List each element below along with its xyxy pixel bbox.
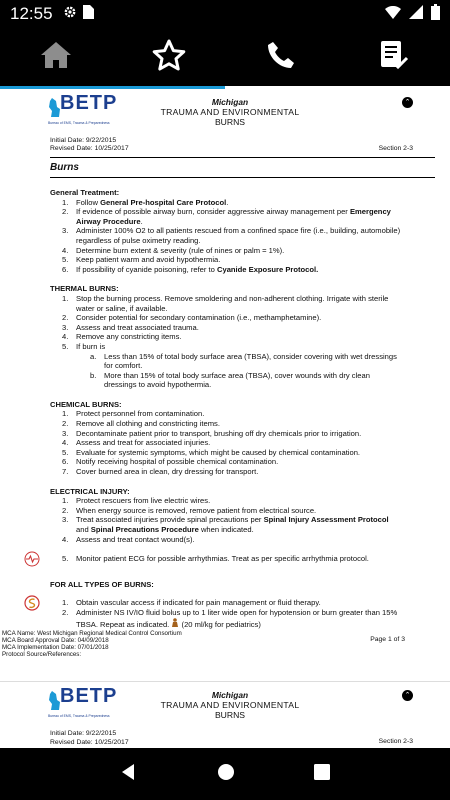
list-item: 1. Protect personnel from contamination.	[62, 409, 205, 419]
chemical-heading: CHEMICAL BURNS:	[50, 399, 122, 409]
header-title: BURNS	[214, 710, 246, 721]
list-item: 4. Determine burn extent & severity (rule of nines or palm = 1%).	[62, 245, 285, 255]
list-item: 2. If evidence of possible airway burn, consider aggressive airway management per Emergency Airway Procedure.	[62, 207, 391, 226]
chemical-list	[40, 409, 445, 476]
protocol-dates	[40, 137, 445, 157]
thermal-heading: THERMAL BURNS:	[50, 284, 119, 294]
star-icon	[152, 39, 186, 76]
home-icon	[40, 40, 72, 75]
top-nav	[0, 28, 450, 86]
pharmacy-icon[interactable]	[24, 595, 40, 611]
checklist-icon	[379, 39, 409, 76]
electrical-list	[40, 496, 445, 564]
tab-checklist[interactable]	[338, 28, 450, 86]
battery-icon	[431, 4, 440, 25]
electrical-heading: ELECTRICAL INJURY:	[50, 486, 130, 496]
initial-date: Initial Date: 9/22/2015	[50, 730, 117, 738]
back-icon[interactable]	[120, 763, 138, 786]
list-item: 1. Obtain vascular access if indicated for pain management or fluid therapy.	[62, 598, 402, 608]
list-item: 5. Evaluate for systemic symptoms, which might be caused by chemical contamination.	[62, 447, 361, 457]
list-item: 4. Assess and treat contact wound(s).	[62, 534, 195, 544]
list-item: 7. Cover burned area in clean, dry dressing for transport.	[62, 467, 259, 477]
footer-approval-date: MCA Board Approval Date: 04/09/2018	[2, 636, 109, 644]
header-category: TRAUMA AND ENVIRONMENTAL	[160, 107, 300, 117]
footer-implementation-date: MCA Implementation Date: 07/01/2018	[2, 643, 109, 651]
ecg-icon[interactable]	[24, 551, 40, 567]
list-item: 1. Protect rescuers from live electric wires.	[62, 496, 211, 506]
sim-card-icon	[83, 4, 94, 24]
protocol-page	[2, 89, 445, 748]
footer-references: Protocol Source/References:	[2, 650, 82, 658]
list-item: 5. Monitor patient ECG for possible arrhythmias. Treat as per specific arrhythmia protocol.	[62, 554, 402, 564]
header-state: Michigan	[211, 97, 249, 107]
page-footer	[2, 631, 445, 658]
revised-date: Revised Date: 10/25/2017	[50, 145, 129, 153]
phone-icon	[266, 40, 296, 75]
scroll-up-icon[interactable]: ⌃	[402, 690, 413, 701]
pediatric-icon	[171, 620, 179, 629]
section-number: Section 2-3	[378, 738, 413, 746]
list-item: 2. Remove all clothing and constricting items.	[62, 419, 220, 429]
doc-title: Burns	[50, 162, 79, 173]
list-item: 3. Administer 100% O2 to all patients rescued from a confined space fire (i.e., building, automobile) regardless of pulse oximetry reading.	[62, 226, 401, 245]
list-item: 2. When energy source is removed, remove patient from electrical source.	[62, 505, 317, 515]
status-bar	[0, 0, 450, 28]
divider	[50, 177, 435, 178]
page-break	[0, 658, 450, 682]
signal-icon	[409, 4, 423, 24]
footer-mca-name: MCA Name: West Michigan Regional Medical Control Consortium	[2, 630, 182, 638]
section-number: Section 2-3	[378, 145, 413, 152]
divider	[50, 157, 435, 158]
thermal-sublist	[76, 352, 402, 390]
system-nav-bar	[0, 748, 450, 800]
list-item: 6. Notify receiving hospital of possible chemical contamination.	[62, 457, 279, 467]
list-item: 4. Remove any constricting items.	[62, 332, 182, 342]
document-viewer[interactable]	[0, 89, 450, 748]
all-types-heading: FOR ALL TYPES OF BURNS:	[50, 579, 154, 589]
general-list	[40, 198, 445, 275]
recents-icon[interactable]	[314, 764, 330, 785]
tab-favorites[interactable]	[113, 28, 226, 86]
list-item: 2. Administer NS IV/IO fluid bolus up to 1 liter wide open for hypotension or burn greater than 15% TBSA. Repeat as indicated. (20 ml/kg for pediatrics)	[62, 607, 398, 629]
header-title: BURNS	[214, 117, 246, 127]
tab-home[interactable]	[0, 28, 113, 86]
list-item: 4. Assess and treat for associated injuries.	[62, 438, 211, 448]
home-button-icon[interactable]	[217, 763, 235, 786]
status-time: 12:55	[10, 4, 53, 23]
scroll-up-icon[interactable]: ⌃	[402, 97, 413, 108]
general-heading: General Treatment:	[50, 188, 120, 197]
betp-logo: BETP Bureau of EMS, Trauma & Preparedness	[48, 685, 118, 719]
list-item: 6. If possibility of cyanide poisoning, refer to Cyanide Exposure Protocol.	[62, 264, 319, 274]
tab-contacts[interactable]	[225, 28, 338, 86]
list-item: 3. Assess and treat associated trauma.	[62, 322, 199, 332]
wifi-icon	[385, 4, 401, 24]
page-header	[40, 682, 445, 730]
list-item: 3. Treat associated injuries provide spinal precautions per Spinal Injury Assessment Protocol and Spinal Precautions Procedure when indicated.	[62, 515, 389, 534]
header-category: TRAUMA AND ENVIRONMENTAL	[160, 700, 300, 711]
initial-date: Initial Date: 9/22/2015	[50, 137, 117, 144]
header-state: Michigan	[211, 690, 249, 701]
betp-logo: BETP Bureau of EMS, Trauma & Preparedness	[48, 92, 118, 125]
list-item: b. More than 15% of total body surface area (TBSA), cover wounds with dry clean dressings to avoid hypothermia.	[90, 370, 370, 390]
list-item: 5. Keep patient warm and avoid hypothermia.	[62, 255, 221, 265]
revised-date: Revised Date: 10/25/2017	[50, 738, 129, 746]
page-header	[40, 89, 445, 137]
list-item: a. Less than 15% of total body surface area (TBSA), consider covering with wet dressings for comfort.	[90, 351, 397, 371]
list-item: 2. Consider potential for secondary contamination (i.e., methamphetamine).	[62, 313, 322, 323]
list-item: 1. Follow General Pre-hospital Care Protocol.	[62, 197, 229, 207]
thermal-list	[40, 294, 445, 390]
list-item: 5. If burn is a. Less than 15% of total body surface area (TBSA), consider covering with wet dressings for comfort. b. More than 15% of total body surface area (TBSA), cover wounds with dry clean dressings to avoid hypothermia.	[62, 342, 402, 390]
all-types-list	[40, 598, 445, 629]
list-item: 3. Decontaminate patient prior to transport, brushing off dry chemicals prior to irrigation.	[62, 428, 362, 438]
list-item: 1. Stop the burning process. Remove smoldering and non-adherent clothing. Irrigate with sterile water or saline, if available.	[62, 293, 389, 313]
gear-icon	[63, 4, 77, 24]
protocol-dates	[40, 730, 445, 748]
page-number: Page 1 of 3	[370, 636, 405, 644]
